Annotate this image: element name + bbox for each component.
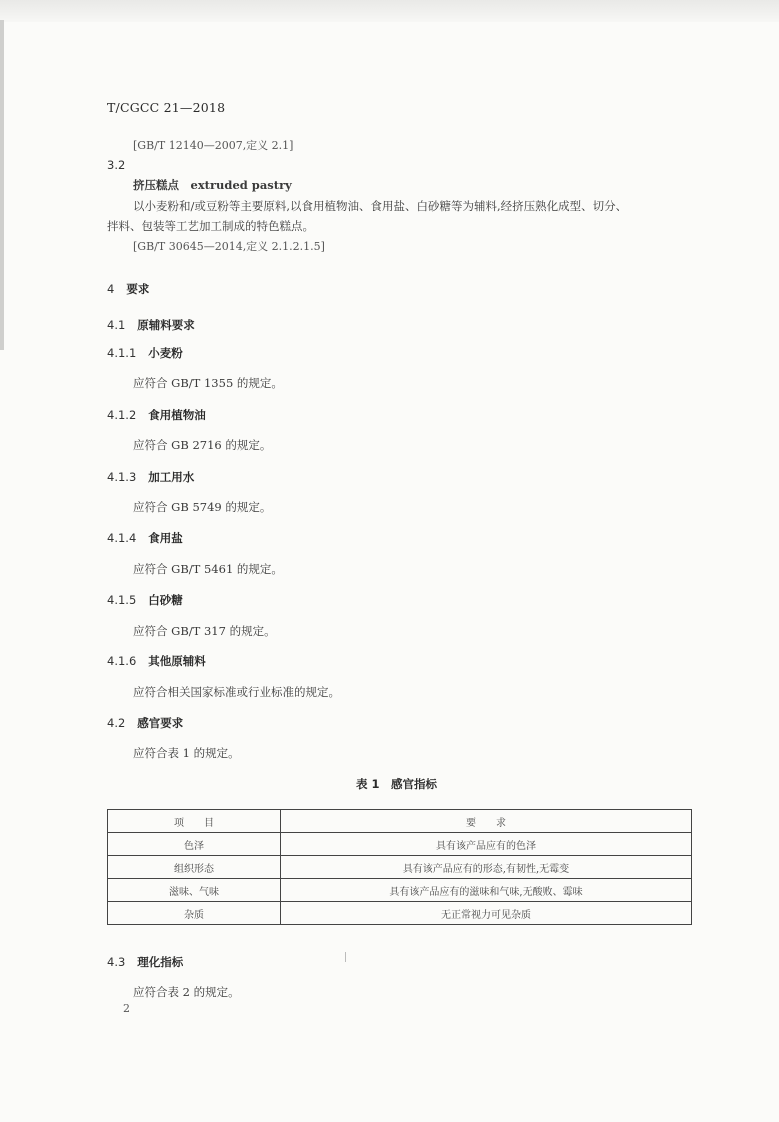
- section-4-1-title: 原辅料要求: [137, 318, 195, 332]
- section-4-heading: [107, 284, 149, 296]
- item-4-1-1-text: 应符合 GB/T 1355 的规定。: [133, 376, 283, 390]
- item-number: 4.1.2: [107, 408, 137, 422]
- table-header-row: [108, 810, 692, 833]
- page-number: 2: [123, 1002, 130, 1015]
- table-cell-item: 杂质: [108, 902, 281, 925]
- section-4-2-number: 4.2: [107, 716, 126, 730]
- sensory-indicators-table: [107, 809, 692, 925]
- reference-3-2: [GB/T 30645—2014,定义 2.1.2.1.5]: [133, 240, 325, 253]
- reference-3-1: [GB/T 12140—2007,定义 2.1]: [133, 139, 294, 152]
- scan-artifact-mark: [345, 952, 346, 962]
- section-4-2-title: 感官要求: [137, 716, 184, 730]
- section-3-2-definition-line1: 以小麦粉和/或豆粉等主要原料,以食用植物油、食用盐、白砂糖等为辅料,经挤压熟化成型、切分、: [133, 199, 628, 213]
- table-cell-requirement: 具有该产品应有的滋味和气味,无酸败、霉味: [281, 879, 692, 902]
- section-4-3-text: 应符合表 2 的规定。: [133, 985, 240, 999]
- item-number: 4.1.5: [107, 593, 137, 607]
- document-id-header: T/CGCC 21—2018: [107, 100, 226, 115]
- item-title: 食用植物油: [148, 408, 206, 422]
- table-row: [108, 879, 692, 902]
- section-4-number: 4: [107, 282, 115, 296]
- item-number: 4.1.1: [107, 346, 137, 360]
- section-3-2-number: 3.2: [107, 158, 126, 172]
- table-1-title: 表 1 感官指标: [356, 777, 438, 791]
- table-cell-requirement: 无正常视力可见杂质: [281, 902, 692, 925]
- table-cell-item: 滋味、气味: [108, 879, 281, 902]
- item-title: 加工用水: [148, 470, 195, 484]
- scan-top-shadow: [0, 0, 779, 22]
- item-4-1-6-text: 应符合相关国家标准或行业标准的规定。: [133, 685, 340, 699]
- section-4-title: 要求: [126, 282, 150, 296]
- item-4-1-3-text: 应符合 GB 5749 的规定。: [133, 500, 272, 514]
- section-4-1-heading: [107, 320, 195, 332]
- table-cell-requirement: 具有该产品应有的色泽: [281, 833, 692, 856]
- item-4-1-5-text: 应符合 GB/T 317 的规定。: [133, 624, 276, 638]
- item-4-1-1-heading: [107, 348, 183, 360]
- section-4-3-number: 4.3: [107, 955, 126, 969]
- table-header-item: 项 目: [108, 810, 281, 833]
- table-cell-item: 组织形态: [108, 856, 281, 879]
- section-4-1-number: 4.1: [107, 318, 126, 332]
- table-row: [108, 833, 692, 856]
- table-cell-requirement: 具有该产品应有的形态,有韧性,无霉变: [281, 856, 692, 879]
- item-4-1-6-heading: [107, 656, 206, 668]
- section-3-2-definition-line2: 拌料、包装等工艺加工制成的特色糕点。: [107, 219, 314, 233]
- item-4-1-4-heading: [107, 533, 183, 545]
- scan-left-edge: [0, 20, 4, 350]
- item-title: 其他原辅料: [148, 654, 206, 668]
- item-4-1-3-heading: [107, 472, 194, 484]
- section-3-2-term: 挤压糕点 extruded pastry: [133, 178, 292, 192]
- table-cell-item: 色泽: [108, 833, 281, 856]
- item-number: 4.1.4: [107, 531, 137, 545]
- item-title: 食用盐: [148, 531, 183, 545]
- table-row: [108, 902, 692, 925]
- item-title: 白砂糖: [148, 593, 183, 607]
- section-4-3-heading: [107, 957, 183, 969]
- table-header-requirement: 要 求: [281, 810, 692, 833]
- item-title: 小麦粉: [148, 346, 183, 360]
- table-row: [108, 856, 692, 879]
- item-4-1-2-text: 应符合 GB 2716 的规定。: [133, 438, 272, 452]
- section-4-3-title: 理化指标: [137, 955, 184, 969]
- item-number: 4.1.6: [107, 654, 137, 668]
- section-4-2-heading: [107, 718, 183, 730]
- item-4-1-2-heading: [107, 410, 206, 422]
- item-4-1-5-heading: [107, 595, 183, 607]
- item-4-1-4-text: 应符合 GB/T 5461 的规定。: [133, 562, 283, 576]
- section-4-2-text: 应符合表 1 的规定。: [133, 746, 240, 760]
- item-number: 4.1.3: [107, 470, 137, 484]
